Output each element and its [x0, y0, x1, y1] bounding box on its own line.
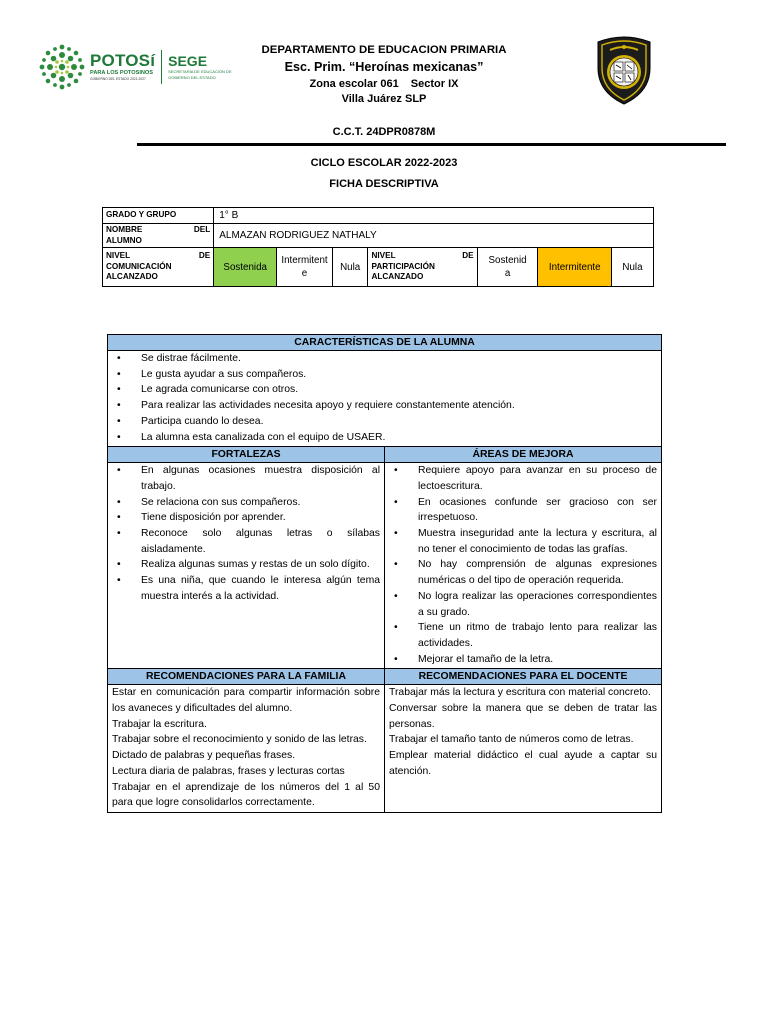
government-logo	[38, 42, 244, 92]
descriptive-table	[107, 334, 662, 813]
list-item: • No hay comprensión de algunas expresiones numéricas o del tipo de operación requerida.	[389, 557, 657, 588]
grade-label: GRADO Y GRUPO	[103, 208, 214, 224]
list-item: • En algunas ocasiones muestra disposición al trabajo.	[112, 463, 380, 494]
logo-divider	[161, 50, 162, 84]
brand-subtitle: PARA LOS POTOSINOS	[90, 70, 153, 76]
teacher-recommendations-cell	[385, 685, 662, 813]
list-item: • Se relaciona con sus compañeros.	[112, 495, 380, 511]
list-item: • Reconoce solo algunas letras o sílabas aisladamente.	[112, 526, 380, 557]
school-name: Esc. Prim. “Heroínas mexicanas”	[284, 60, 484, 74]
family-recommendations-cell	[108, 685, 385, 813]
list-item: • Le gusta ayudar a sus compañeros.	[112, 367, 657, 383]
list-item: • Tiene disposición por aprender.	[112, 510, 380, 526]
improvement-list	[389, 463, 657, 667]
recommendation-item: Estar en comunicación para compartir información sobre los avaneces y dificultades del alumno.	[112, 687, 380, 715]
school-shield-icon	[588, 34, 660, 106]
strengths-header: FORTALEZAS	[108, 447, 385, 463]
recommendation-item: Lectura diaria de palabras, frases y lecturas cortas	[112, 765, 345, 777]
cct-code: C.C.T. 24DPR0878M	[332, 126, 436, 138]
strengths-cell	[108, 463, 385, 669]
improvement-header: ÁREAS DE MEJORA	[385, 447, 662, 463]
list-item: • Mejorar el tamaño de la letra.	[389, 652, 657, 668]
grade-value: 1° B	[214, 208, 654, 224]
header-divider	[137, 143, 726, 146]
teacher-recommendations-header: RECOMENDACIONES PARA EL DOCENTE	[385, 669, 662, 685]
town: Villa Juárez SLP	[341, 93, 427, 105]
recommendation-item: Trabajar en el aprendizaje de los números del 1 al 50 para que logre consolidarlos correctamente.	[112, 781, 380, 809]
comm-option-sostenida: Sostenida	[214, 248, 277, 287]
participation-level-label: NIVEL DE PARTICIPACIÓN ALCANZADO	[368, 248, 477, 287]
school-cycle: CICLO ESCOLAR 2022-2023	[310, 157, 458, 169]
family-recommendations-header: RECOMENDACIONES PARA LA FAMILIA	[108, 669, 385, 685]
recommendation-item: Dictado de palabras y pequeñas frases.	[112, 750, 296, 762]
brand-tiny: GOBIERNO DEL ESTADO 2021-2027	[90, 77, 146, 81]
list-item: • No logra realizar las operaciones correspondientes a su grado.	[389, 589, 657, 620]
list-item: • Realiza algunas sumas y restas de un solo dígito.	[112, 557, 380, 573]
list-item: • La alumna esta canalizada con el equipo de USAER.	[112, 430, 657, 446]
student-name-label: NOMBRE DEL ALUMNO	[103, 224, 214, 248]
list-item: • En ocasiones confunde ser gracioso con ser irrespetuoso.	[389, 495, 657, 526]
characteristics-cell	[108, 351, 662, 447]
list-item: • Participa cuando lo desea.	[112, 414, 657, 430]
list-item: • Se distrae fácilmente.	[112, 351, 657, 367]
list-item: • Le agrada comunicarse con otros.	[112, 382, 657, 398]
comm-option-nula: Nula	[332, 248, 368, 287]
part-option-sostenida: Sostenid a	[477, 248, 538, 287]
characteristics-header: CARACTERÍSTICAS DE LA ALUMNA	[108, 335, 662, 351]
recommendation-item: Trabajar el tamaño tanto de números como de letras.	[389, 734, 634, 746]
recommendation-item: Emplear material didáctico el cual ayude a captar su atención.	[389, 750, 657, 777]
recommendation-item: Conversar sobre la manera que se deben de tratar las personas.	[389, 703, 657, 730]
part-option-intermitente: Intermitente	[538, 248, 611, 287]
list-item: • Tiene un ritmo de trabajo lento para realizar las actividades.	[389, 620, 657, 651]
list-item: • Requiere apoyo para avanzar en su proceso de lectoescritura.	[389, 463, 657, 494]
characteristics-list	[112, 351, 657, 445]
list-item: • Para realizar las actividades necesita apoyo y requiere constantemente atención.	[112, 398, 657, 414]
recommendation-item: Trabajar la escritura.	[112, 718, 207, 730]
zone-sector	[240, 78, 528, 90]
brand-name: POTOSí	[90, 51, 156, 70]
recommendation-item: Trabajar más la lectura y escritura con material concreto.	[389, 687, 651, 699]
strengths-list	[112, 463, 380, 604]
student-info-table	[102, 207, 654, 287]
student-name-value: ALMAZAN RODRIGUEZ NATHALY	[214, 224, 654, 248]
list-item: • Es una niña, que cuando le interesa algún tema muestra interés a la actividad.	[112, 573, 380, 604]
dept-name: SEGE	[168, 53, 208, 70]
department-title: DEPARTAMENTO DE EDUCACION PRIMARIA	[261, 44, 507, 56]
communication-level-label: NIVEL DE COMUNICACIÓN ALCANZADO	[103, 248, 214, 287]
potosi-emblem-icon	[38, 43, 86, 91]
dept-subtitle: SECRETARÍA DE EDUCACIÓN DE GOBIERNO DEL ESTADO	[168, 69, 232, 80]
improvement-cell	[385, 463, 662, 669]
part-option-nula: Nula	[611, 248, 653, 287]
recommendation-item: Trabajar sobre el reconocimiento y sonido de las letras.	[112, 734, 367, 746]
zone: Zona escolar 061	[309, 78, 399, 90]
comm-option-intermitente: Intermitent e	[277, 248, 333, 287]
list-item: • Muestra inseguridad ante la lectura y escritura, al no tener el conocimiento de todas las grafías.	[389, 526, 657, 557]
sector: Sector IX	[410, 78, 459, 90]
document-title: FICHA DESCRIPTIVA	[329, 178, 439, 190]
